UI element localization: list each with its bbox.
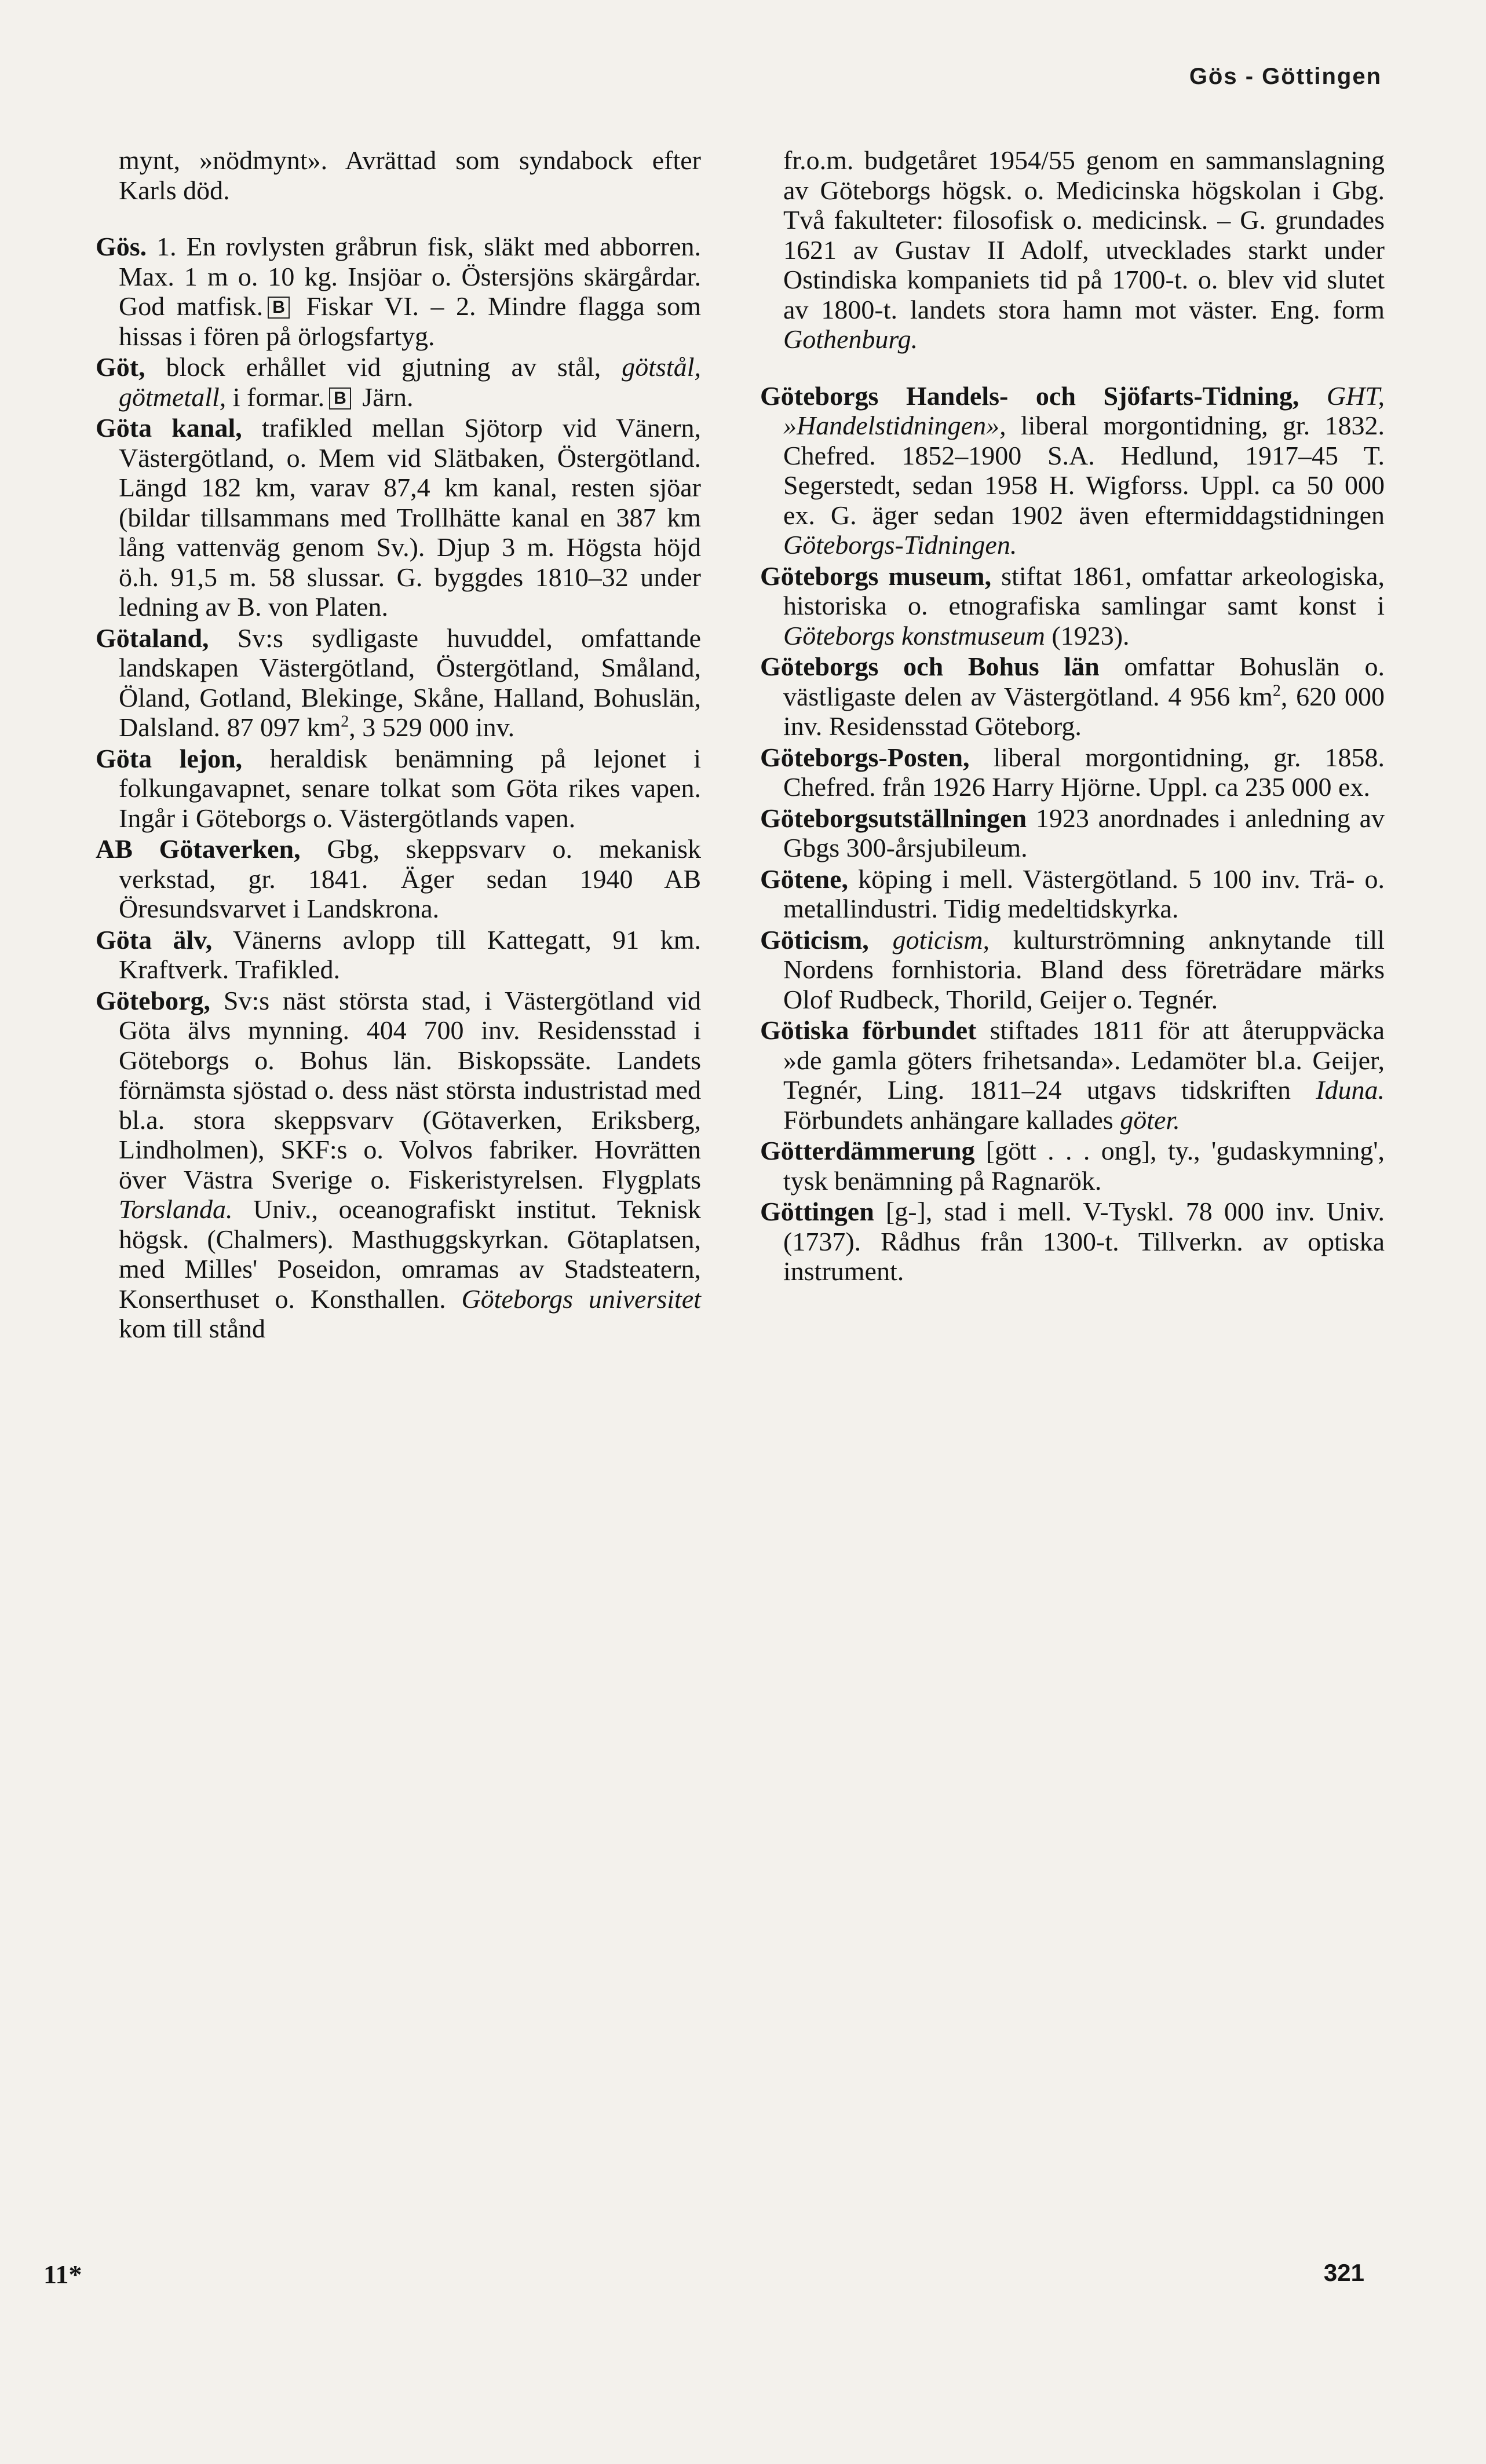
entry-goteborgs-posten: Göteborgs-Posten, liberal morgontidning, gr. 1858. Chefred. från 1926 Harry Hjörne. Uppl. ca 235 000 ex.	[760, 742, 1385, 802]
entry-goteborg: Göteborg, Sv:s näst största stad, i Västergötland vid Göta älvs mynning. 404 700 inv. Residensstad i Göteborgs o. Bohus län. Biskopssäte. Landets förnämsta sjöstad o. dess näst största industristad med bl.a. stora skeppsvarv (Götaverken, Eriksberg, Lindholmen), SKF:s o. Volvos fabriker. Hovrätten över Västra Sverige o. Fiskeristyrelsen. Flygplats Torslanda. Univ., oceanografiskt institut. Teknisk högsk. (Chalmers). Masthuggskyrkan. Götaplatsen, med Milles' Poseidon, omramas av Stadsteatern, Konserthuset o. Konsthallen. Göteborgs universitet kom till stånd	[96, 985, 702, 1343]
entry-goticism: Göticism, goticism, kulturströmning anknytande till Nordens fornhistoria. Bland dess företrädare märks Olof Rudbeck, Thorild, Geijer o. Tegnér.	[760, 924, 1385, 1014]
headword: Göteborgs-Posten,	[760, 742, 970, 772]
headword: Götaland,	[96, 623, 209, 653]
page-number: 321	[1323, 2259, 1364, 2286]
left-column	[96, 119, 701, 1345]
headword: Göteborgsutställningen	[760, 803, 1027, 833]
entry-gota-lejon: Göta lejon, heraldisk benämning på lejonet i folkungavapnet, senare tolkat som Göta rikes vapen. Ingår i Göteborgs o. Västergötlands vapen.	[96, 743, 701, 833]
cross-reference-icon: B	[268, 297, 290, 319]
headword: Göteborgs museum,	[760, 561, 992, 591]
entry-gottingen: Göttingen [g-], stad i mell. V-Tyskl. 78 000 inv. Univ. (1737). Rådhus från 1300-t. Tillverkn. av optiska instrument.	[760, 1197, 1385, 1286]
entry-gotaverken: AB Götaverken, Gbg, skeppsvarv o. mekanisk verkstad, gr. 1841. Äger sedan 1940 AB Öresundsvarvet i Landskrona.	[96, 834, 701, 923]
headword: Göta lejon,	[96, 743, 243, 773]
entry-gotiska-forbundet: Götiska förbundet stiftades 1811 för att återuppväcka »de gamla göters frihetsanda». Ledamöter bl.a. Geijer, Tegnér, Ling. 1811–24 utgavs tidskriften Iduna. Förbundets anhängare kallades göter.	[760, 1015, 1385, 1135]
cross-reference-icon: B	[329, 387, 351, 410]
running-head: Gös - Göttingen	[1189, 64, 1382, 89]
entry-gota-alv: Göta älv, Vänerns avlopp till Kattegatt, 91 km. Kraftverk. Trafikled.	[96, 924, 701, 984]
headword: Göteborgs och Bohus län	[760, 652, 1100, 681]
entry-gos: Gös. 1. En rovlysten gråbrun fisk, släkt med abborren. Max. 1 m o. 10 kg. Insjöar o. Östersjöns skärgårdar. God matfisk. B Fiskar VI. – 2. Mindre flagga som hissas i fören på örlogsfartyg.	[96, 232, 701, 351]
headword: Göta kanal,	[96, 413, 242, 443]
entry-gotaland: Götaland, Sv:s sydligaste huvuddel, omfattande landskapen Västergötland, Östergötland, Småland, Öland, Gotland, Blekinge, Skåne, Halland, Bohuslän, Dalsland. 87 097 $km^2$, 3 529 000 inv.	[96, 623, 701, 742]
headword: Götterdämmerung	[760, 1136, 975, 1165]
entry-gota-kanal: Göta kanal, trafikled mellan Sjötorp vid Vänern, Västergötland, o. Mem vid Slätbaken, Östergötland. Längd 182 km, varav 87,4 km kanal, resten sjöar (bildar tillsammans med Trollhätte kanal en 387 km lång vattenväg genom Sv.). Djup 3 m. Högsta höjd ö.h. 91,5 m. 58 slussar. G. byggdes 1810–32 under ledning av B. von Platen.	[96, 413, 701, 622]
headword: AB Götaverken,	[96, 834, 301, 864]
entry-goteborgsutstallningen: Göteborgsutställningen 1923 anordnades i anledning av Gbgs 300-årsjubileum.	[760, 803, 1385, 862]
entry-gotene: Götene, köping i mell. Västergötland. 5 100 inv. Trä- o. metallindustri. Tidig medeltidskyrka.	[760, 864, 1385, 923]
entry-goteborgs-museum: Göteborgs museum, stiftat 1861, omfattar arkeologiska, historiska o. etnografiska samlingar samt konst i Göteborgs konstmuseum (1923).	[760, 561, 1385, 650]
headword: Göteborg,	[96, 985, 211, 1015]
entry-continuation: mynt, »nödmynt». Avrättad som syndabock efter Karls död.	[119, 145, 701, 205]
entry-got: Göt, block erhållet vid gjutning av stål, götstål, götmetall, i formar. B Järn.	[96, 352, 701, 412]
entry-continuation: fr.o.m. budgetåret 1954/55 genom en sammanslagning av Göteborgs högsk. o. Medicinska högskolan i Gbg. Två fakulteter: filosofisk o. medicinsk. – G. grundades 1621 av Gustav II Adolf, utvecklades starkt under Ostindiska kompaniets tid på 1700-t. o. blev vid slutet av 1800-t. landets stora hamn mot väster. Eng. form Gothenburg.	[783, 145, 1385, 354]
headword: Göticism,	[760, 924, 869, 955]
entry-gotterdammerung: Götterdämmerung [gött . . . ong], ty., 'gudaskymning', tysk benämning på Ragnarök.	[760, 1136, 1385, 1196]
headword: Gös.	[96, 232, 147, 261]
entry-goteborgs-och-bohus-lan: Göteborgs och Bohus län omfattar Bohuslän o. västligaste delen av Västergötland. 4 956 $km^2$, 620 000 inv. Residensstad Göteborg.	[760, 652, 1385, 741]
headword: Götiska förbundet	[760, 1015, 977, 1045]
signature-mark: 11*	[43, 2260, 82, 2289]
headword: Götene,	[760, 864, 849, 894]
headword: Göt,	[96, 352, 145, 382]
headword: Göttingen	[760, 1197, 874, 1226]
right-column	[760, 119, 1385, 1288]
headword: Göteborgs Handels- och Sjöfarts-Tidning,	[760, 381, 1299, 411]
headword: Göta älv,	[96, 924, 213, 955]
entry-ght: Göteborgs Handels- och Sjöfarts-Tidning, GHT, »Handelstidningen», liberal morgontidning, gr. 1832. Chefred. 1852–1900 S.A. Hedlund, 1917–45 T. Segerstedt, sedan 1958 H. Wigforss. Uppl. ca 50 000 ex. G. äger sedan 1902 även eftermiddagstidningen Göteborgs-Tidningen.	[760, 381, 1385, 560]
